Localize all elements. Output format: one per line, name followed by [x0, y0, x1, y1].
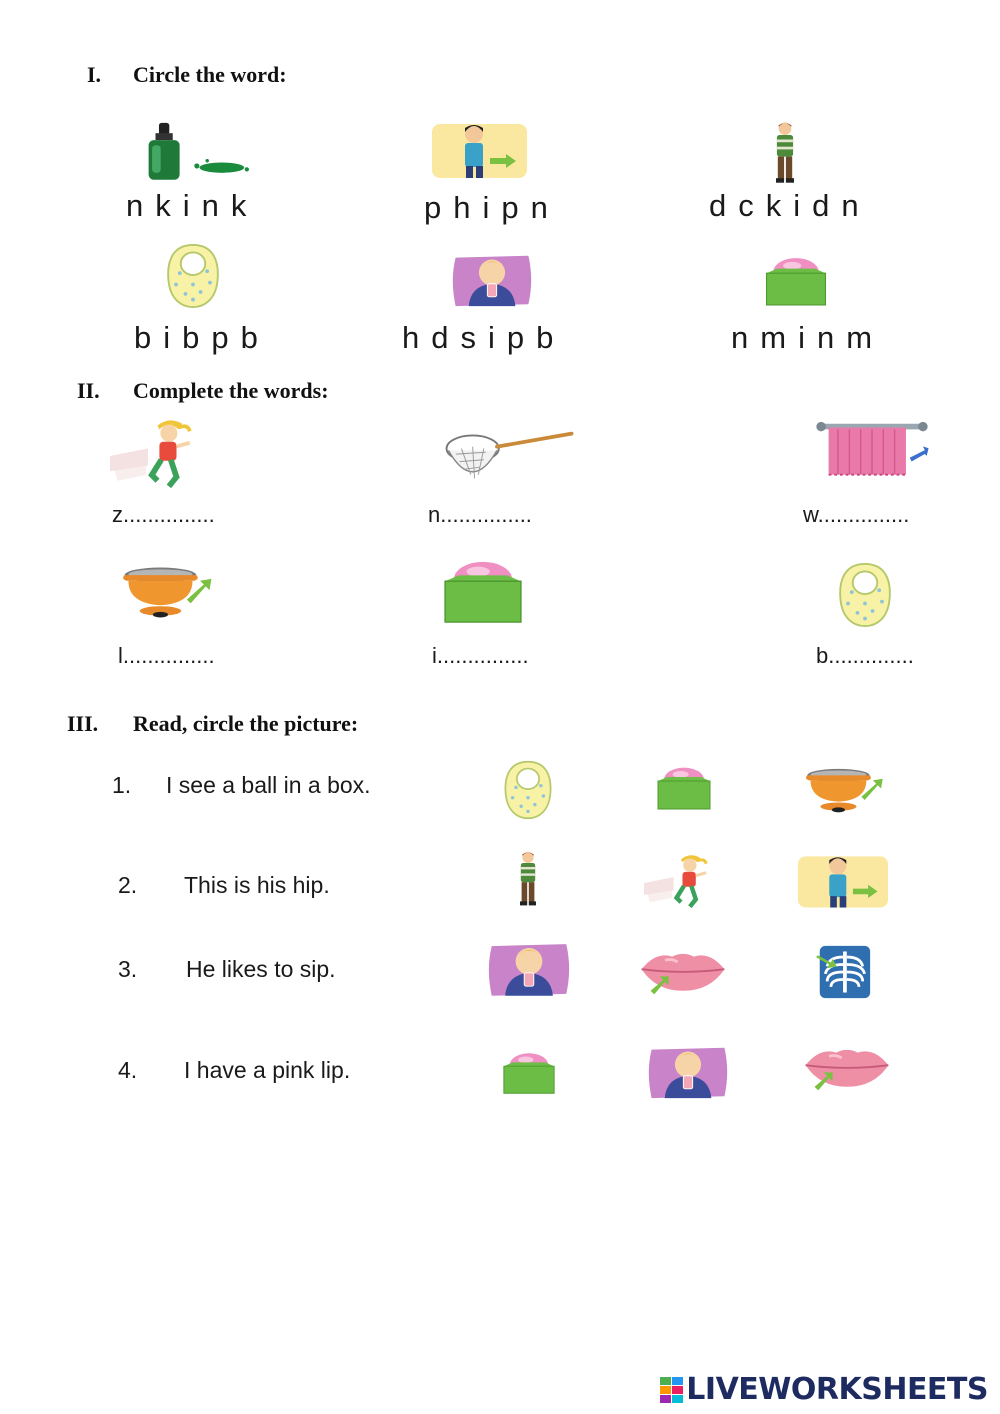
- x-ray-ribs-icon[interactable]: [816, 944, 872, 1000]
- letter-row[interactable]: bibpb: [134, 320, 270, 355]
- sentence-text: He likes to sip.: [186, 956, 336, 982]
- section-3-title: Read, circle the picture:: [133, 711, 359, 736]
- ball-in-box-icon[interactable]: [500, 1046, 558, 1098]
- letter-row[interactable]: hdsipb: [402, 320, 566, 355]
- logo-text: LIVEWORKSHEETS: [686, 1372, 988, 1407]
- blank-line[interactable]: z...............: [112, 502, 215, 527]
- girl-running-icon[interactable]: [644, 852, 718, 914]
- girl-running-icon: [110, 418, 205, 494]
- boy-sipping-icon[interactable]: [486, 940, 572, 998]
- ball-in-box-icon: [762, 252, 830, 308]
- sentence-text: This is his hip.: [184, 872, 330, 898]
- section-1-number: I.: [87, 62, 102, 87]
- section-3-heading: [67, 711, 487, 739]
- sentence-text: I see a ball in a box.: [166, 772, 371, 798]
- sentence-number: 2.: [118, 872, 138, 898]
- sentence-number: 3.: [118, 956, 138, 982]
- blank-line[interactable]: l...............: [118, 643, 215, 668]
- lips-icon[interactable]: [802, 1040, 892, 1094]
- blank-line[interactable]: w...............: [803, 502, 910, 527]
- letter-row[interactable]: dckidn: [709, 188, 871, 223]
- liveworksheets-logo[interactable]: [660, 1372, 988, 1407]
- boy-sipping-icon: [449, 252, 535, 308]
- cooking-pot-icon[interactable]: [804, 762, 886, 820]
- letter-row[interactable]: nminm: [731, 320, 885, 355]
- sentence-number: 4.: [118, 1057, 138, 1083]
- section-2-heading: [77, 378, 477, 406]
- logo-squares-icon: [660, 1377, 684, 1403]
- lips-icon[interactable]: [638, 944, 728, 998]
- section-2-number: II.: [77, 378, 100, 403]
- cooking-pot-icon: [118, 560, 218, 626]
- boy-standing-icon: [767, 120, 803, 186]
- blank-line[interactable]: i...............: [432, 643, 529, 668]
- baby-bib-icon[interactable]: [500, 760, 556, 820]
- boy-standing-icon[interactable]: [512, 848, 544, 910]
- boy-pointing-hip-icon[interactable]: [798, 852, 888, 910]
- ball-in-box-icon[interactable]: [654, 762, 714, 812]
- baby-bib-icon: [163, 243, 223, 309]
- boy-sipping-icon[interactable]: [646, 1044, 730, 1100]
- sentence-text: I have a pink lip.: [184, 1057, 351, 1083]
- blank-line[interactable]: b..............: [816, 643, 914, 668]
- ball-in-box-icon: [436, 556, 530, 624]
- section-1-title: Circle the word:: [133, 62, 287, 87]
- section-2-title: Complete the words:: [133, 378, 329, 403]
- section-1-heading: [87, 62, 487, 90]
- towel-on-rack-icon: [813, 420, 931, 486]
- ink-bottle-icon: [140, 122, 252, 184]
- blank-line[interactable]: n...............: [428, 502, 532, 527]
- boy-pointing-hip-icon: [432, 120, 527, 180]
- letter-row[interactable]: phipn: [424, 190, 560, 225]
- baby-bib-icon: [834, 562, 896, 628]
- section-3-number: III.: [67, 711, 99, 736]
- fishing-net-icon: [441, 428, 579, 484]
- sentence-number: 1.: [112, 772, 132, 798]
- letter-row[interactable]: nkink: [126, 188, 259, 223]
